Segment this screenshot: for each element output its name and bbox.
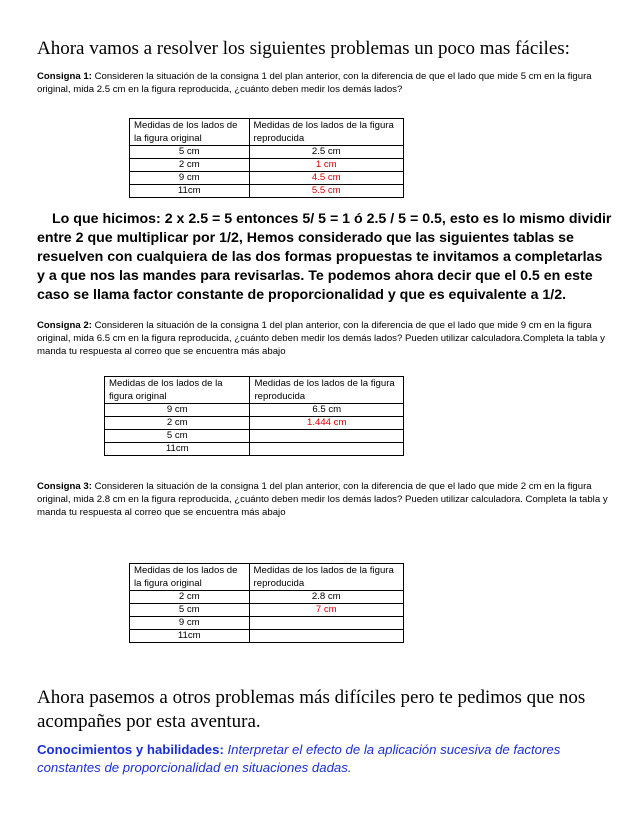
cell-reproducida: 6.5 cm <box>250 404 404 417</box>
cell-original: 11cm <box>130 630 250 643</box>
table-row <box>130 630 404 643</box>
cell-reproducida <box>250 443 404 456</box>
cell-original: 5 cm <box>130 146 250 159</box>
explanation-paragraph: Lo que hicimos: 2 x 2.5 = 5 entonces 5/ 5 = 1 ó 2.5 / 5 = 0.5, esto es lo mismo dividir entre 2 que multiplicar por 1/2, Hemos considerado que las siguientes tablas se resuelven con cualquiera de las dos formas propuestas te invitamos a completarlas y a que nos las mandes para revisarlas. Te podemos ahora decir que el 0.5 en este caso se llama factor constante de proporcionalidad y que es equivalente a 1/2. <box>37 211 612 303</box>
conocimientos-paragraph <box>37 741 612 777</box>
table-consigna-1 <box>129 118 404 198</box>
table-consigna-2 <box>104 376 404 456</box>
cell-reproducida: 7 cm <box>249 604 403 617</box>
heading-harder-problems: Ahora pasemos a otros problemas más difíciles pero te pedimos que nos acompañes por esta aventura. <box>37 687 586 732</box>
table-row <box>130 617 404 630</box>
cell-original: 5 cm <box>105 430 250 443</box>
table-header-row <box>130 119 404 146</box>
cell-original: 9 cm <box>130 617 250 630</box>
table-row <box>130 159 404 172</box>
header-reproducida: Medidas de los lados de la figura reproducida <box>249 564 403 591</box>
table-row <box>130 172 404 185</box>
cell-reproducida <box>249 617 403 630</box>
cell-reproducida <box>249 630 403 643</box>
cell-original: 2 cm <box>130 159 250 172</box>
header-original: Medidas de los lados de la figura original <box>130 119 250 146</box>
cell-reproducida <box>250 430 404 443</box>
cell-original: 9 cm <box>130 172 250 185</box>
header-reproducida: Medidas de los lados de la figura reproducida <box>250 377 404 404</box>
cell-reproducida: 2.8 cm <box>249 591 403 604</box>
consigna-2-label: Consigna 2: <box>37 320 92 331</box>
consigna-1-label: Consigna 1: <box>37 71 92 82</box>
consigna-2-text: Consideren la situación de la consigna 1 del plan anterior, con la diferencia de que el lado que mide 9 cm en la figura original, mida 6.5 cm en la figura reproducida, ¿cuánto deben medir los demás lados? Pueden utilizar calculadora.Completa la tabla y manda tu respuesta al correo que se encuentra más abajo <box>37 320 605 357</box>
table-row <box>105 430 404 443</box>
table-row <box>130 185 404 198</box>
table-row <box>130 146 404 159</box>
consigna-3-text: Consideren la situación de la consigna 1 del plan anterior, con la diferencia de que el lado que mide 2 cm en la figura original, mida 2.8 cm en la figura reproducida, ¿cuánto deben medir los demás lados? Pueden utilizar calculadora. Completa la tabla y manda tu respuesta al correo que se encuentra más abajo <box>37 481 608 518</box>
header-original: Medidas de los lados de la figura original <box>105 377 250 404</box>
cell-reproducida: 5.5 cm <box>249 185 403 198</box>
table-1-body <box>130 146 404 198</box>
table-header-row <box>105 377 404 404</box>
table-consigna-3 <box>129 563 404 643</box>
conocimientos-label: Conocimientos y habilidades: <box>37 742 224 757</box>
consigna-1-paragraph <box>37 70 612 96</box>
cell-original: 2 cm <box>130 591 250 604</box>
table-2-body <box>105 404 404 456</box>
cell-reproducida: 2.5 cm <box>249 146 403 159</box>
heading-easy-problems: Ahora vamos a resolver los siguientes problemas un poco mas fáciles: <box>37 38 570 59</box>
cell-original: 2 cm <box>105 417 250 430</box>
cell-original: 5 cm <box>130 604 250 617</box>
cell-reproducida: 1 cm <box>249 159 403 172</box>
consigna-1-text: Consideren la situación de la consigna 1 del plan anterior, con la diferencia de que el lado que mide 5 cm en la figura original, mida 2.5 cm en la figura reproducida, ¿cuánto deben medir los demás lados? <box>37 71 592 95</box>
table-header-row <box>130 564 404 591</box>
consigna-3-paragraph <box>37 480 612 519</box>
cell-reproducida: 1.444 cm <box>250 417 404 430</box>
header-original: Medidas de los lados de la figura original <box>130 564 250 591</box>
table-row <box>105 417 404 430</box>
table-3-body <box>130 591 404 643</box>
header-reproducida: Medidas de los lados de la figura reproducida <box>249 119 403 146</box>
consigna-2-paragraph <box>37 319 612 358</box>
table-row <box>105 404 404 417</box>
cell-original: 11cm <box>105 443 250 456</box>
cell-original: 9 cm <box>105 404 250 417</box>
consigna-3-label: Consigna 3: <box>37 481 92 492</box>
table-row <box>130 604 404 617</box>
table-row <box>130 591 404 604</box>
cell-reproducida: 4.5 cm <box>249 172 403 185</box>
conocimientos-text: Interpretar el efecto de la aplicación sucesiva de factores constantes de proporcionalidad en situaciones dadas. <box>37 742 561 775</box>
cell-original: 11cm <box>130 185 250 198</box>
table-row <box>105 443 404 456</box>
